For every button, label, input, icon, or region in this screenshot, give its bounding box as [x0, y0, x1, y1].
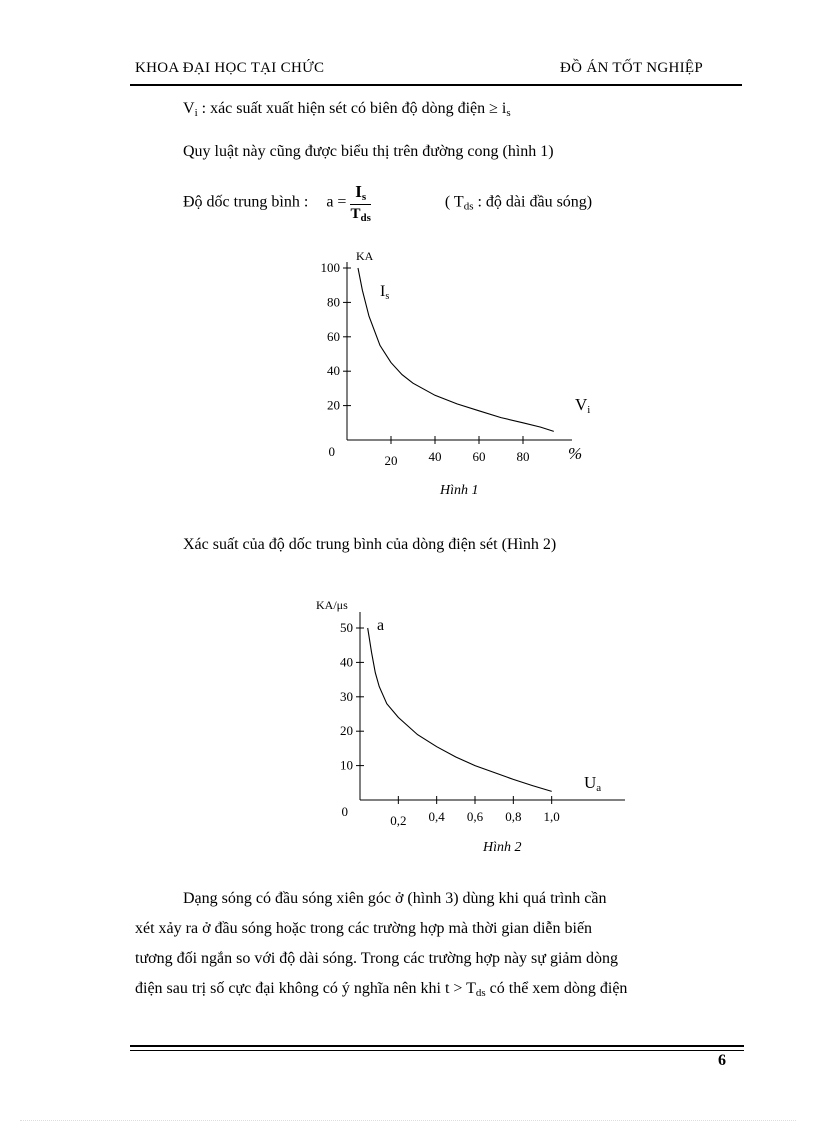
y-tick-label: 50: [340, 620, 353, 635]
paragraph-line-3: tương đối ngắn so với độ dài sóng. Trong các trường hợp này sự giảm dòng: [135, 950, 618, 967]
figure-2-chart: [300, 590, 640, 840]
curve-label: a: [377, 617, 385, 634]
y-tick-label: 100: [320, 260, 340, 275]
y-axis-unit-label: KA: [356, 249, 374, 263]
line-average-slope: [183, 182, 592, 224]
x-tick-label: 0,6: [466, 809, 484, 824]
vi-description: : xác suất xuất hiện sét có biên độ dòng điện ≥ i: [197, 100, 507, 117]
paragraph-line-4: [135, 974, 627, 1008]
line-curve-intro: Quy luật này cũng được biểu thị trên đường cong (hình 1): [183, 143, 554, 160]
x-tick-label: 60: [472, 449, 486, 464]
header-left: KHOA ĐẠI HỌC TẠI CHỨC: [135, 60, 325, 76]
formula-fraction: [350, 182, 370, 224]
y-tick-label: 10: [340, 757, 353, 773]
page-number: 6: [718, 1052, 726, 1069]
curve-label: Is: [380, 283, 390, 302]
y-axis-unit-label: KA/μs: [316, 598, 348, 612]
paragraph-line-4-b: có thể xem dòng điện: [485, 980, 628, 997]
line-vi-definition: [183, 100, 511, 119]
paragraph-line-2: xét xảy ra ở đầu sóng hoặc trong các trường hợp mà thời gian diễn biến: [135, 920, 593, 937]
tds-note-sub: ds: [463, 200, 474, 213]
vi-symbol: V: [183, 100, 195, 117]
y-tick-label: 80: [327, 294, 340, 310]
y-tick-label: 60: [327, 328, 340, 344]
fraction-numerator-sub: s: [361, 191, 367, 203]
x-tick-label: 0,8: [505, 809, 522, 824]
x-axis-unit-label: %: [568, 444, 583, 463]
figure-1-caption: Hình 1: [440, 483, 479, 498]
curve-line: [368, 628, 552, 791]
x-tick-label: 1,0: [543, 809, 560, 824]
header-rule: [130, 84, 742, 86]
tds-note-open: ( T: [444, 193, 464, 211]
tds-note-rest: : độ dài đầu sóng): [473, 193, 593, 211]
x-tick-label: 40: [428, 449, 442, 464]
average-slope-label: Độ dốc trung bình :: [183, 193, 309, 211]
figure-2-caption: Hình 2: [483, 840, 522, 855]
formula-a: a =: [326, 193, 347, 211]
paragraph-line-1: Dạng sóng có đầu sóng xiên góc ở (hình 3) dùng khi quá trình cần: [183, 890, 607, 907]
line-figure-2-intro: Xác suất của độ dốc trung bình của dòng điện sét (Hình 2): [183, 536, 557, 553]
y-tick-label: 30: [340, 688, 353, 704]
paragraph-line-4-sub: ds: [475, 987, 486, 999]
x-tick-label: 0,2: [390, 813, 407, 828]
end-label: Ua: [584, 773, 602, 794]
x-tick-label: 80: [516, 449, 530, 464]
fraction-denominator-sub: ds: [360, 212, 371, 224]
figure-1-chart: [300, 240, 600, 480]
y-tick-label: 20: [327, 397, 340, 413]
y-tick-label: 40: [327, 363, 340, 379]
bottom-dotted-border: [20, 1120, 796, 1121]
header-right: ĐỒ ÁN TỐT NGHIỆP: [560, 60, 703, 76]
end-label: Vi: [575, 395, 591, 416]
origin-label: 0: [341, 804, 348, 819]
is-subscript: s: [506, 107, 511, 119]
x-tick-label: 20: [384, 453, 398, 468]
fraction-denominator: T: [350, 206, 361, 222]
x-tick-label: 0,4: [428, 809, 445, 824]
vi-subscript: i: [194, 107, 198, 119]
y-tick-label: 20: [340, 723, 353, 739]
footer-rule-thin: [130, 1050, 744, 1051]
paragraph-line-4-a: điện sau trị số cực đại không có ý nghĩa nên khi t > T: [135, 980, 476, 997]
fraction-numerator: I: [355, 182, 362, 201]
y-tick-label: 40: [340, 654, 353, 670]
footer-rule-thick: [130, 1045, 744, 1047]
origin-label: 0: [328, 444, 335, 459]
